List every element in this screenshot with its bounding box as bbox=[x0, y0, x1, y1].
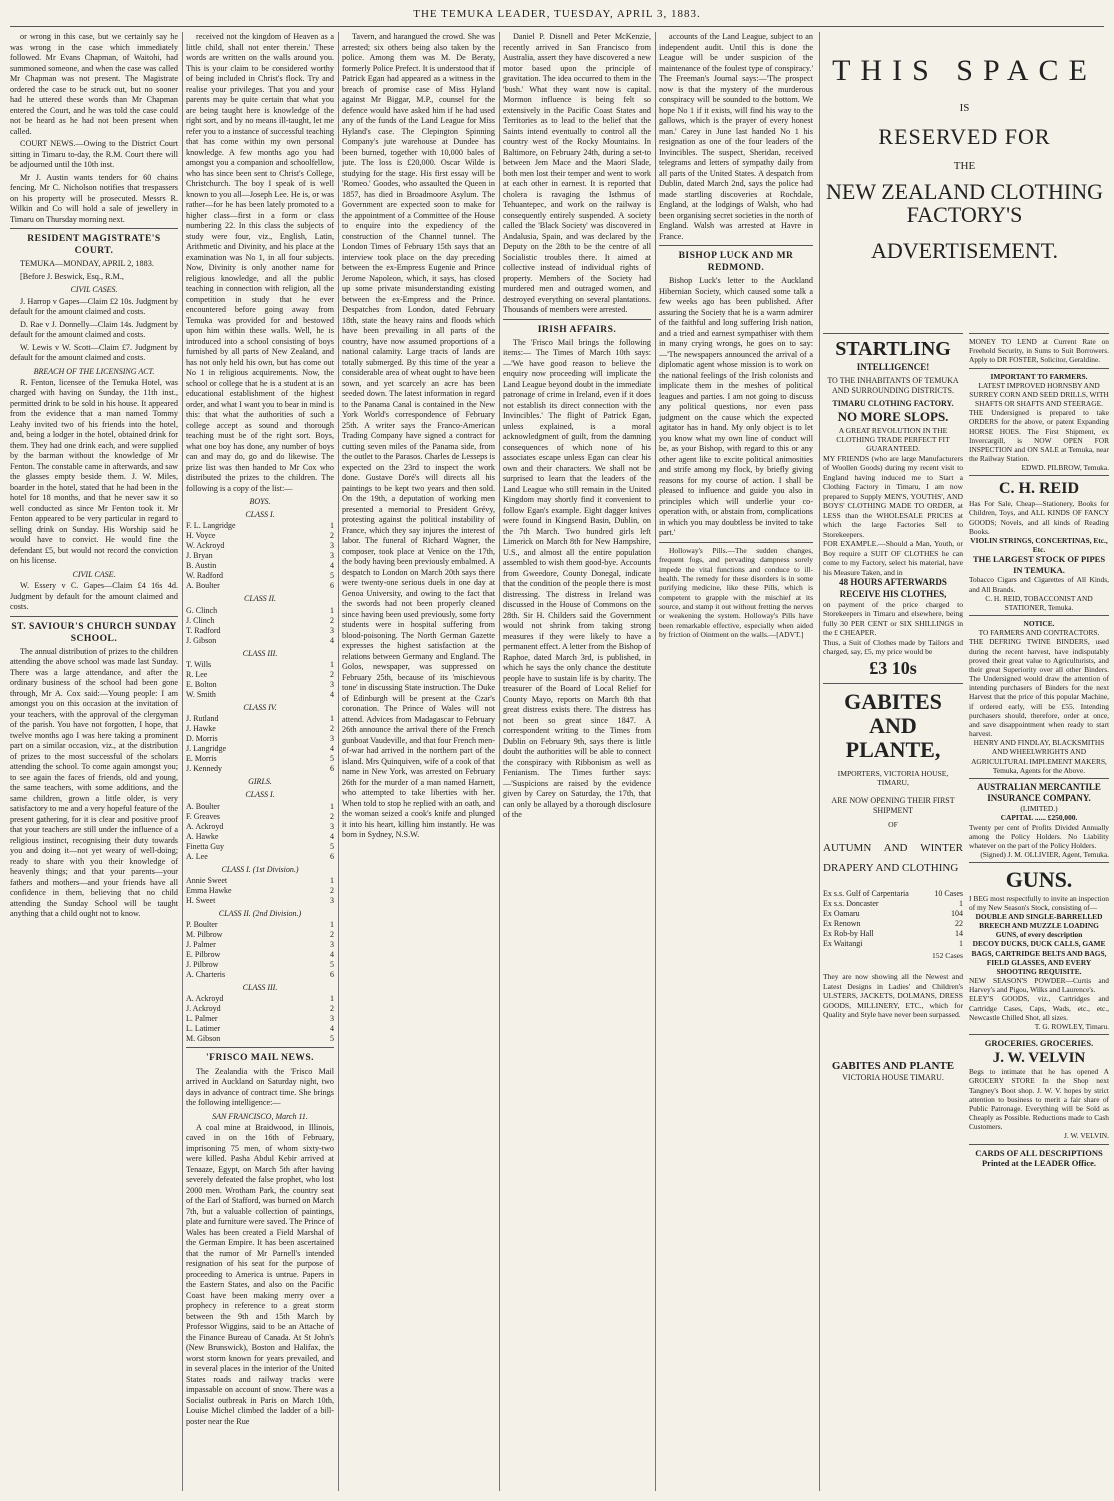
list-row-value: 1 bbox=[330, 659, 334, 669]
list-row bbox=[186, 950, 334, 960]
advert-text: I BEG most respectfully to invite an inspection of my New Season's Stock, consisting of— bbox=[969, 893, 1109, 912]
advert-text: Twenty per cent of Profits Divided Annually among the Policy Holders. No Liability whatever on the part of the Policy Holders. bbox=[969, 822, 1109, 850]
case-text: W. Essery v C. Gapes—Claim £4 16s 4d. Judgment by default for the amount claimed and costs. bbox=[10, 581, 178, 612]
list-row-name: Emma Hawke bbox=[186, 885, 232, 895]
list-row-value: 4 bbox=[330, 744, 334, 754]
list-row-name: M. Gibson bbox=[186, 1034, 221, 1044]
advert-headline: GABITES AND PLANTE bbox=[831, 1059, 955, 1072]
section-heading: 'FRISCO MAIL NEWS. bbox=[206, 1053, 314, 1064]
prize-list bbox=[186, 660, 334, 700]
advert-headline: C. H. REID bbox=[998, 480, 1079, 498]
prize-list bbox=[186, 606, 334, 646]
advert-text: CARDS OF ALL DESCRIPTIONS Printed at the LEADER Office. bbox=[975, 1147, 1103, 1169]
list-row-value: 3 bbox=[330, 541, 334, 551]
list-row-value: 2 bbox=[330, 1004, 334, 1014]
list-row-value: 4 bbox=[330, 1024, 334, 1034]
list-row-value: 5 bbox=[330, 1034, 334, 1044]
list-row-name: H. Sweet bbox=[186, 895, 216, 905]
list-row-value: 1 bbox=[330, 521, 334, 531]
list-row-value: 2 bbox=[330, 885, 334, 895]
list-row bbox=[186, 714, 334, 724]
advert-text: They are now showing all the Newest and Latest Designs in Ladies' and Children's ULSTERS, JACKETS, DOLMANS, DRESS GOODS, MILLINERY, ETC., which for Quality and Style have never been surpassed. bbox=[823, 972, 963, 1020]
advert-text: MONEY TO LEND at Current Rate on Freehold Security, in Sums to Suit Borrowers. Apply to DR FOSTER, Solicitor, Geraldine. bbox=[969, 337, 1109, 365]
list-row-name: W. Ackroyd bbox=[186, 541, 225, 551]
advert-text: VICTORIA HOUSE TIMARU. bbox=[842, 1073, 944, 1083]
prize-list bbox=[186, 920, 334, 980]
list-row-name: B. Austin bbox=[186, 561, 217, 571]
advert-headline: THIS SPACE bbox=[832, 54, 1097, 87]
advert-text: C. H. REID, TOBACCONIST AND STATIONER, Temuka. bbox=[985, 593, 1093, 612]
list-row-value: 4 bbox=[330, 689, 334, 699]
article-text: TEMUKA—MONDAY, APRIL 2, 1883. bbox=[20, 259, 154, 269]
advert-text: DOUBLE AND SINGLE-BARRELLED BREECH AND MUZZLE LOADING GUNS, of every description bbox=[975, 911, 1103, 940]
list-row-name: J. Ackroyd bbox=[186, 1004, 221, 1014]
list-row-value: 104 bbox=[951, 908, 963, 918]
list-row-value: 4 bbox=[330, 635, 334, 645]
list-row-name: T. Radford bbox=[186, 625, 221, 635]
divider bbox=[503, 319, 651, 320]
list-row bbox=[186, 940, 334, 950]
list-row-value: 1 bbox=[330, 714, 334, 724]
list-row bbox=[186, 802, 334, 812]
list-row bbox=[186, 670, 334, 680]
list-row-value: 1 bbox=[330, 605, 334, 615]
advert-text: ELEY'S GOODS, viz., Cartridges and Cartridge Cases, Caps, Wads, etc., etc., Newcastle Chilled Shot, all sizes. bbox=[969, 994, 1109, 1022]
list-row-value: 6 bbox=[330, 970, 334, 980]
list-row bbox=[186, 616, 334, 626]
section-heading: ST. SAVIOUR'S CHURCH SUNDAY SCHOOL. bbox=[11, 621, 177, 644]
advert-headline: GROCERIES. GROCERIES. bbox=[984, 1038, 1094, 1049]
list-row bbox=[186, 822, 334, 832]
list-row-name: A. Ackroyd bbox=[186, 821, 224, 831]
advert-price: £3 10s bbox=[869, 657, 917, 675]
divider bbox=[969, 1034, 1109, 1035]
list-row bbox=[823, 919, 963, 929]
list-row bbox=[823, 909, 963, 919]
subheading: GIRLS. bbox=[248, 777, 272, 787]
list-row-name: E. Bolton bbox=[186, 679, 217, 689]
list-row-value: 3 bbox=[330, 821, 334, 831]
list-row-value: 1 bbox=[959, 938, 963, 948]
advert-text: LATEST IMPROVED HORNSBY AND SURREY CORN AND SEED DRILLS, WITH SHAFTS OR SHAFTS AND STEERAGE. bbox=[969, 380, 1109, 409]
column-5 bbox=[659, 32, 813, 1489]
advert-text: HENRY AND FINDLAY, BLACKSMITHS AND WHEELWRIGHTS AND AGRICULTURAL IMPLEMENT MAKERS, Temuka, Agents for the Above. bbox=[971, 738, 1107, 775]
list-row-value: 3 bbox=[330, 625, 334, 635]
prize-list bbox=[186, 876, 334, 906]
advert-headline: IMPORTANT TO FARMERS. bbox=[990, 371, 1088, 381]
advert-text: IMPORTERS, VICTORIA HOUSE, TIMARU, bbox=[837, 768, 949, 788]
list-row-value: 3 bbox=[330, 1014, 334, 1024]
list-row bbox=[186, 541, 334, 551]
list-row-value: 1 bbox=[330, 801, 334, 811]
list-row-name: Ex Oamaru bbox=[823, 908, 860, 918]
list-row bbox=[823, 929, 963, 939]
advert-text: CAPITAL ...... £250,000. bbox=[1000, 813, 1078, 823]
list-row-value: 4 bbox=[330, 561, 334, 571]
list-row-value: 1 bbox=[330, 875, 334, 885]
list-row bbox=[186, 626, 334, 636]
article-text: Mr J. Austin wants tenders for 60 chains fencing. Mr C. Nicholson notifies that trespassers on his property will be prosecuted. Messrs R. Wilkin and Co will hold a sale of jewellery in Timaru on Thursday morning next. bbox=[10, 172, 178, 224]
list-row-value: 3 bbox=[330, 734, 334, 744]
list-row-value: 6 bbox=[330, 581, 334, 591]
article-text: Tavern, and harangued the crowd. She was arrested; six others being also taken by the police. Among them was M. De Beraty, formerly Police Prefect. It is understood that if Patrick Egan had appeared as a witness in the breach of promise case of Miss Hyland against Mr Biggar, M.P., counsel for the defence would have asked him if he had used any of the funds of the Land League for Miss Hyland's case. The Clepington Spinning Company's jute warehouse at Dundee has been burned, together with 10,000 bales of jute. The loss is £20,000. Oscar Wilde is studying for the stage. His first essay will be 'Romeo.' Goodes, who assaulted the Queen in 1857, has died in Broadmoore Asylum. The Government are expected soon to make for the appointment of a Committee of the House to enquire into the expediency of the construction of the Channel tunnel. The London Times of February 15th says that an interview took place on the day preceding between the ex-Empress Eugenie and Prince Jerome Napoleon, which, it says, has closed up some private misunderstanding existing between the ex-Empress and the Prince. Despatches from London, dated February 18th, state the heavy rains and floods which have been prevailing in all parts of the country, have now assumed proportions of a national calamity. Large tracts of lands are totally submerged. By this time of the year a considerable area of wheat ought to have been sown, and yet scarcely an acre has been seeded down. The latest information in regard to the Panama Canal is contained in the New York World's correspondence of February 25th. A writer says the Franco-American Trading Company have signed a contract for cutting seven miles of the Panama side, from the outlet to the Parasos. Charles de Lesseps is expected on the 23rd to inspect the work done. Gustave Doré's will directs all his paintings to be kept two years and then sold. On the 19th, a deputation of working men presented a memorial to President Grévy, protesting against the political instability of France, which they say injures the interest of labor. The funeral of Richard Wagner, the composer, took place at Venice on the 17th, the body having been previously embalmed. A despatch to London on March 20th says there were twenty-one serious duels in one day at Genoa University, and owing to the fact that the swords had not been properly cleaned since having been used previously, some forty students were in hospital suffering from blood-poisoning. The North German Gazette expresses the highest satisfaction at the relations between Germany and England. The Golos, newspaper, was suppressed on February 25th, because of its 'mischievous tone' in discussing State instruction. The Duke of Edinburgh will be present at the Czar's coronation. The Prince of Wales will not attend. Advices from Madagascar to February 26th announce the arrival there of the French gunboat Vaudeville, and that four French men-of-war had arrived in the northern part of the island. Mrs Quinquiven, wife of a cook of that name in New York, was arrested on February 26th for the murder of a man named Harnett, who attempted to take liberties with her. When told to stop he replied with an oath, and the woman seized a cook's knife and plunged it into his heart, killing him instantly. He was born in Sydney, N.S.W. bbox=[342, 32, 495, 839]
subheading: CLASS I. bbox=[245, 790, 275, 800]
prize-list bbox=[186, 521, 334, 591]
list-row-name: T. Wills bbox=[186, 659, 212, 669]
list-row bbox=[186, 920, 334, 930]
advert-text: Thus, a Suit of Clothes made by Tailors and charged, say, £5, my price would be bbox=[823, 637, 963, 657]
list-row-name: A. Hawke bbox=[186, 831, 219, 841]
advert-text: THE LARGEST STOCK OF PIPES IN TEMUKA. bbox=[972, 554, 1106, 575]
list-row-name: Ex s.s. Gulf of Carpentaria bbox=[823, 888, 909, 898]
column-4 bbox=[503, 32, 651, 1489]
article-text: A coal mine at Braidwood, in Illinois, caved in on the 16th of February, imprisoning 75 men, of whom sixty-two were killed. Pasha Abdul Kebir arrived at Tenaaze, Egypt, on March 5th after having severely defeated the false prophet, who lost 2000 men. Wrotham Park, the country seat of the Earl of Stafford, was burned on March 7th, but a valuable collection of paintings, plate and furniture were saved. The Prince of Wales has been created a Field Marshal of the German Empire. It has been ascertained that the rumor of Mr Parnell's intended resignation of his seat for the purpose of proceeding to America is untrue. Papers in the Eastern States, and also on the Pacific Coast have been making merry over a prophecy in reference to a great storm between the 9th and 15th March by Professor Wiggins, said to be an Attache of the Finance Bureau of Canada. At St John's (New Brunswick), Boston and Halifax, the worst storm known for years prevailed, and in several places in the interior of the United States roads and railway tracks were impassable on account of snow. There was a Socialist outbreak in Paris on March 10th, Louise Michel climbed the ladder of a bill-poster near the Rue bbox=[186, 1122, 334, 1426]
header-rule bbox=[10, 26, 1104, 27]
divider bbox=[969, 333, 1109, 334]
advert-text: MY FRIENDS (who are large Manufacturers of Woollen Goods) during my recent visit to England having induced me to Start a Clothing Factory in Timaru, I am now prepared to Supply MEN'S, YOUTHS', AND BOYS' CLOTHING MADE TO ORDER, at LESS than the WHOLESALE PRICES at which the large Factories Sell to Storekeepers. bbox=[823, 453, 963, 539]
list-row bbox=[186, 581, 334, 591]
list-row-name: A. Boulter bbox=[186, 801, 220, 811]
list-row-name: E. Pilbrow bbox=[186, 950, 221, 960]
list-row-value: 2 bbox=[330, 811, 334, 821]
list-row-name: R. Lee bbox=[186, 669, 208, 679]
article-text: or wrong in this case, but we certainly say he was wrong in the case which immediately followed. Mr Evans Chapman, of Waitohi, had summoned someone, and when the case was called Mr Chapman was not present. The Magistrate ordered the case to be struck out, but no sooner had he uttered these words than Mr Chapman entered the Court, and he was told the case could not be heard as he had not been present when called. bbox=[10, 32, 178, 136]
list-row-name: J. Palmer bbox=[186, 940, 216, 950]
list-row-name: H. Voyce bbox=[186, 531, 216, 541]
advert-text: TO THE INHABITANTS OF TEMUKA AND SURROUNDING DISTRICTS. bbox=[827, 376, 959, 396]
list-row-value: 2 bbox=[330, 531, 334, 541]
list-row-name: J. Rutland bbox=[186, 714, 219, 724]
column-1 bbox=[10, 32, 178, 1489]
list-row bbox=[186, 832, 334, 842]
list-row-name: Ex Waitangi bbox=[823, 938, 863, 948]
subheading: CLASS I. (1st Division.) bbox=[221, 864, 299, 874]
list-row-name: P. Boulter bbox=[186, 920, 218, 930]
list-row-value: 3 bbox=[330, 940, 334, 950]
advert-headline: GABITES AND PLANTE, bbox=[844, 689, 942, 763]
list-row bbox=[186, 1034, 334, 1044]
divider bbox=[823, 333, 963, 334]
advert-text: DECOY DUCKS, DUCK CALLS, GAME BAGS, CARTRIDGE BELTS AND BAGS, FIELD GLASSES, AND EVERY SHOOTING REQUISITE. bbox=[971, 939, 1107, 976]
article-text: The annual distribution of prizes to the children attending the above school was made last Sunday. There was a large attendance, and after the ordinary business of the school had been gone through, Mr A. Cox said:—Young people: I am amongst you on this occasion at the invitation of your teachers, with the approval of the clergyman of the parish. You have not forgotten, I hope, that twelve months ago I was here taking a prominent part on a similar occasion, viz., at the distribution of prizes to the most successful of the scholars attending the school. To come again amongst you; to see again the faces of friends, old and young, the same teachers, with some additions, and the same children, grown a little older, is very satisfactory to me and a very hopeful feature of the present gathering, for it is clear and positive proof that your teachers are still under the influence of a religious instinct, recognising their duty towards you and doing it—not yet weary of well-doing; ready to share with you their knowledge of heavenly things; and that your parents—your fathers and mothers—and your friends have all confidence in them, believing that no child attending the Sunday School will be taught anything that a child ought not to know. bbox=[10, 646, 178, 919]
divider bbox=[186, 1047, 334, 1048]
advert-text: FOR EXAMPLE.—Should a Man, Youth, or Boy require a SUIT OF CLOTHES he can come to my Factory, select his material, have his Measure Taken, and in bbox=[823, 539, 963, 577]
list-row bbox=[186, 876, 334, 886]
list-row bbox=[186, 571, 334, 581]
article-text: COURT NEWS.—Owing to the District Court sitting in Timaru to-day, the R.M. Court there will be adjourned until the 10th inst. bbox=[10, 139, 178, 169]
subheading: CLASS II. bbox=[244, 594, 276, 604]
advert-headline: ADVERTISEMENT. bbox=[870, 238, 1059, 264]
subheading: CIVIL CASE. bbox=[72, 569, 116, 579]
advert-text: J. W. VELVIN. bbox=[1064, 1131, 1109, 1141]
advert-headline: NO MORE SLOPS. bbox=[837, 409, 949, 425]
list-row bbox=[186, 551, 334, 561]
list-row bbox=[186, 724, 334, 734]
article-text: The Zealandia with the 'Frisco Mail arrived in Auckland on Saturday night, two days in advance of contract time. She brings the following intelligence:— bbox=[186, 1066, 334, 1107]
list-row bbox=[186, 842, 334, 852]
divider bbox=[969, 862, 1109, 863]
list-row bbox=[186, 896, 334, 906]
advert-text: A GREAT REVOLUTION IN THE CLOTHING TRADE PERFECT FIT GUARANTEED. bbox=[836, 425, 950, 454]
advert-text: THE Undersigned is prepared to take ORDERS for the above, or patent Expanding HORSE HOES. The First Shipment, ex Invercargill, is NOW OPEN FOR INSPECTION and ON SALE at Temuka, near the Railway Station. bbox=[969, 408, 1109, 464]
reserved-space-advert bbox=[823, 32, 1106, 327]
list-row-name: Finetta Guy bbox=[186, 841, 224, 851]
column-divider bbox=[655, 32, 656, 1491]
list-row-value: 4 bbox=[330, 950, 334, 960]
list-row bbox=[186, 754, 334, 764]
list-row bbox=[823, 899, 963, 909]
list-row bbox=[186, 764, 334, 774]
advert-text: Has For Sale, Cheap—Stationery, Books for Children, Toys, and ALL KINDS OF FANCY GOODS; Novels, and all kinds of Reading Books. bbox=[969, 499, 1109, 536]
list-row-name: Ex s.s. Doncaster bbox=[823, 898, 879, 908]
advert-text: T. G. ROWLEY, Timaru. bbox=[1034, 1021, 1109, 1031]
column-divider bbox=[338, 32, 339, 1491]
list-row bbox=[186, 660, 334, 670]
list-row-name: F. L. Langridge bbox=[186, 521, 236, 531]
advert-text: Tobacco Cigars and Cigarettes of All Kinds, and All Brands. bbox=[969, 575, 1109, 594]
shipment-total: 152 Cases bbox=[931, 950, 963, 960]
article-text: received not the kingdom of Heaven as a little child, shall not enter therein.' These words are written on the walls around you. This is your claim to be considered worthy of being included in Christ's flock. Try and realise your privileges. That you and your parents may be quite certain that what you are being taught here is knowledge of the right sort, and by no means ill-taught, let me refer you to a instance of successful teaching that has come within my own personal knowledge. A few months ago you had amongst you a companion and schoolfellow, who has since been sent to Christ's College, Christchurch. The boy I speak of is well known to you all—Joseph Lee. He is, or was rather—for he has been lately promoted to a higher class—first in a form or class numbering 22. In this class the subjects of study were four, viz., English, Latin, Arithmetic and Divinity, and his place at the examination was No 1, in all four subjects. Now, Divinity is only another name for religious knowledge, and all the public teaching in connection with religion, all the competition in study that he ever encountered before going away from Temuka was provided for and bestowed upon him within these walls. Well, he is introduced into a school consisting of boys furnished by all parts of New Zealand, and has not only held his own, but has come out No 1 in religious acquirements. Now, the school or college that he is a student at is an educational establishment of the highest order, and what I want you to bear in mind is this: that what the authorities of such a college accept as sound and thorough teaching must be of the right sort. Boys, what one boy has done, any number of boys can and may do, go and do likewise. The prize list was then handed to Mr Cox who distributed the prizes to the children. The following is a copy of the list:— bbox=[186, 32, 334, 493]
divider bbox=[10, 616, 178, 617]
prize-list bbox=[186, 714, 334, 774]
column-divider bbox=[819, 32, 820, 1491]
subheading: CIVIL CASES. bbox=[70, 285, 118, 295]
list-row-name: F. Greaves bbox=[186, 811, 221, 821]
list-row-value: 3 bbox=[330, 551, 334, 561]
list-row-value: 1 bbox=[959, 898, 963, 908]
list-row-name: L. Palmer bbox=[186, 1014, 218, 1024]
section-heading: BISHOP LUCK AND MR REDMOND. bbox=[678, 251, 794, 274]
list-row bbox=[186, 561, 334, 571]
list-row-name: J. Langridge bbox=[186, 744, 226, 754]
article-text: accounts of the Land League, subject to an independent audit. Until this is done the League will be under suspicion of the maintenance of the foulest type of conspiracy.' The Freeman's Journal says:—'The prospect now is that the mystery of the murderous conspiracy will be sounded to the bottom. We hope No 1 if it exists, will find his way to the gallows, which is the prayer of every honest man.' Carey in June last handed No 1 his resignation as one of the four leaders of the Invincibles. The suspect, Sheridan, received telegrams and letters of sympathy daily from all parts of the United States. A despatch from Dublin, dated March 2nd, says the police had made startling discoveries at Rochdale, England, at the lodgings of Walsh, who had been organising secret societies in the north of England. Walsh was arrested at Havre in France. bbox=[659, 32, 813, 241]
list-row-value: 4 bbox=[330, 831, 334, 841]
list-row-name: A. Ackroyd bbox=[186, 994, 224, 1004]
list-row-name: W. Smith bbox=[186, 689, 216, 699]
list-row-value: 1 bbox=[330, 994, 334, 1004]
list-row bbox=[186, 636, 334, 646]
shipment-list bbox=[823, 889, 963, 949]
advert-headline: AUSTRALIAN MERCANTILE INSURANCE COMPANY. bbox=[977, 781, 1101, 804]
article-text: Bishop Luck's letter to the Auckland Hibernian Society, which caused some talk a few weeks ago has been published. After assuring the Society that he is a warm admirer of the faithful and long suffering Irish nation, and a tried and earnest sympathiser with them in many crying wrongs, he goes on to say:—'The newspapers announced the arrival of a diplomatic agent whose mission is to work on the national feelings of the Irish colonists and implicate them in the meshes of political leagues and parties. I am not going to discuss any political questions, nor even pass judgment on the cause which the expected agitator has in hand. My only object is to let you know what my own line of conduct will be, as your Bishop, with regard to this or any other agent like to excite political animosities and strife among my flock, by briefly giving reasons for my course of action. I shall be pleased to influence and guide you also in principles which will underlie your co-operation with, or abstain from, complications in which you may doubtless be invited to take part.' bbox=[659, 276, 813, 538]
subheading: BOYS. bbox=[249, 497, 271, 506]
list-row bbox=[186, 852, 334, 862]
list-row bbox=[186, 960, 334, 970]
advert-text: VIOLIN STRINGS, CONCERTINAS, Etc., Etc. bbox=[970, 535, 1108, 555]
list-row-name: J. Bryan bbox=[186, 551, 213, 561]
list-row-name: J. Clinch bbox=[186, 615, 215, 625]
list-row-name: J. Gibson bbox=[186, 635, 217, 645]
divider bbox=[969, 368, 1109, 369]
list-row-value: 3 bbox=[330, 895, 334, 905]
list-row bbox=[823, 939, 963, 949]
gabites-plante-advert bbox=[823, 680, 963, 1420]
list-row-value: 14 bbox=[955, 928, 963, 938]
clothing-factory-advert bbox=[823, 330, 963, 675]
article-text: Daniel P. Disnell and Peter McKenzie, recently arrived in San Francisco from Australia, assert they have discovered a new motor based upon the principle of gravitation. The idea occurred to them in the 'bush.' What they want now is capital. Mormon influence is being felt so extensively in the Pacific Coast States and Territories as to lead to the belief that the Saints intend eventually to control all the country west of the Rocky Mountains. In Baltimore, on February 24th, during a set-to between Jem Mace and the Maori Slade, both men lost their temper and went to work at each other in earnest. It is reported that cholera is ravaging the Isthmus of Tehuantepec, and work on the railway is consequently entirely suspended. A society called the 'Black Society' was discovered in Andalusia, Spain, and was declared by the Deputy on the 28th to be the centre of all Socialistic troubles there. It aimed at collective instead of individual rights of property. Members of the Society had murdered men and outraged women, and destroyed everything on several plantations. Thousands of members were arrested. bbox=[503, 32, 651, 314]
advert-headline: NOTICE. bbox=[1023, 619, 1055, 629]
list-row bbox=[186, 521, 334, 531]
advert-text: TO FARMERS AND CONTRACTORS. bbox=[978, 628, 1100, 638]
list-row bbox=[186, 1024, 334, 1034]
list-row bbox=[186, 531, 334, 541]
list-row bbox=[186, 886, 334, 896]
list-row-name: A. Boulter bbox=[186, 581, 220, 591]
advert-headline: AUTUMN AND WINTER DRAPERY AND CLOTHING bbox=[823, 842, 963, 874]
list-row-value: 1 bbox=[330, 920, 334, 930]
list-row-name: Ex Rob-by Hall bbox=[823, 928, 874, 938]
list-row-name: Ex Renown bbox=[823, 918, 861, 928]
list-row bbox=[186, 690, 334, 700]
advert-headline: NEW ZEALAND CLOTHING bbox=[826, 179, 1103, 204]
small-adverts-column bbox=[969, 330, 1109, 1490]
advert-headline: RESERVED FOR bbox=[878, 124, 1051, 149]
advert-text: THE DEFRING TWINE BINDERS, used during the recent harvest, have indisputably proved their great value to Agriculturists, and their great Superiority over all other Binders. The Undersigned would draw the attention of intending purchasers of Binders for the next Harvest that the price of this popular Machine, if ordered early, will be £55. Intending purchasers should, therefore, order at once, and save disappointment when ready to start harvest. bbox=[969, 637, 1109, 739]
list-row bbox=[186, 680, 334, 690]
divider bbox=[969, 1144, 1109, 1145]
subheading: CLASS I. bbox=[245, 510, 275, 520]
list-row-value: 10 Cases bbox=[934, 888, 963, 898]
list-row bbox=[186, 1004, 334, 1014]
advert-headline: FACTORY'S bbox=[906, 202, 1023, 228]
column-divider bbox=[182, 32, 183, 1491]
list-row bbox=[186, 744, 334, 754]
list-row bbox=[186, 734, 334, 744]
advert-text: 48 HOURS AFTERWARDS RECEIVE HIS CLOTHES, bbox=[839, 577, 947, 599]
subheading: BREACH OF THE LICENSING ACT. bbox=[33, 366, 155, 376]
advert-text: (LIMITED.) bbox=[1020, 804, 1058, 814]
list-row-name: Annie Sweet bbox=[186, 875, 228, 885]
advert-text: IS bbox=[959, 102, 970, 114]
list-row-value: 5 bbox=[330, 571, 334, 581]
list-row-name: A. Charteris bbox=[186, 970, 226, 980]
list-row-value: 2 bbox=[330, 615, 334, 625]
divider bbox=[823, 683, 963, 684]
subheading: CLASS III. bbox=[242, 648, 278, 658]
list-row-value: 22 bbox=[955, 918, 963, 928]
list-row-name: W. Radford bbox=[186, 571, 224, 581]
list-row-value: 2 bbox=[330, 724, 334, 734]
list-row-name: E. Morris bbox=[186, 754, 217, 764]
article-text: R. Fenton, licensee of the Temuka Hotel, was charged with having on Sunday, the 11th inst., permitted drink to be sold in his house. It appeared from the evidence that a man named Tommy Leahy invited two of his friends into the hotel, and, being a lodger in the hotel, obtained drink for them. They had one drink each, and were supplied by the barman without the knowledge of Mr Fenton. The constable came in afterwards, and saw the glasses empty beside them. J. W. Miles, boarder in the hotel, stated that he had been in the hotel for 18 months, and that he never saw it so well conducted as since Mr Fenton took it. Mr Fenton appeared to be very particular in regard to selling drink on Sunday. His Worship said he would have to convict. He would fine the defendant £5, but would not record the conviction on his license. bbox=[10, 377, 178, 566]
divider bbox=[969, 778, 1109, 779]
list-row bbox=[186, 994, 334, 1004]
column-3 bbox=[342, 32, 495, 1489]
advert-text: THE bbox=[953, 160, 976, 172]
advert-headline: STARTLING bbox=[835, 338, 951, 360]
case-text: W. Lewis v W. Scott—Claim £7. Judgment by default for the amount claimed and costs. bbox=[10, 342, 178, 363]
masthead-line: THE TEMUKA LEADER, TUESDAY, APRIL 3, 1883. bbox=[413, 8, 701, 20]
subheading: CLASS IV. bbox=[243, 702, 277, 712]
subheading: CLASS III. bbox=[242, 983, 278, 993]
divider bbox=[659, 542, 813, 543]
advert-text: INTELLIGENCE! bbox=[856, 362, 930, 372]
list-row-value: 5 bbox=[330, 754, 334, 764]
column-divider bbox=[499, 32, 500, 1491]
article-text: The 'Frisco Mail brings the following items:— The Times of March 10th says:—'We have good reason to believe the enquiry now proceeding will implicate the Land League beyond doubt in the immediate patronage of crime in Ireland, even if it does not establish its direct connection with the Invincibles.' The flight of Patrick Egan, unless explained, is a moral acknowledgment of guilt, from the damning consequences of which none of his associates escape unless Egan can clear his own and their characters. We shall not be surprised to learn that the leaders of the Land League who still remain in the United Kingdom may shortly find it convenient to follow Egan's example. Eight dagger knives were found in Kingsend Basin, Dublin, on the 7th March. Two hundred girls left Limerick on March 8th for New Hampshire, U.S., and almost all the entire population assembled to wish them good-bye. Accounts from Gweedore, County Donegal, indicate that the condition of the people there is most distressing. The distress in Ireland was discussed in the House of Commons on the 28th. Sir H. Childers said the Government would not shrink from taking strong measures if they were likely to have a permanent effect. A letter from the Bishop of Raphoe, dated March 3rd, is published, in which he says the only chance the destitute people have to sustain life is by charity. The treasurer of the Board of Local Relief for County Mayo, reports on March 8th that great distress exists there. The distress has not been so great since 1847. A correspondent writing to the Times from Dublin on February 9th, says there is little doubt the authorities will be able to connect the conspiracy with Ribbonism as well as Fenianism. The Times further says:—'Suspicions are raised by the evidence given by Carey on Saturday, the 17th, that can only be allayed by a thorough disclosure of the bbox=[503, 337, 651, 820]
list-row-value: 2 bbox=[330, 930, 334, 940]
list-row bbox=[186, 1014, 334, 1024]
advert-headline: J. W. VELVIN bbox=[992, 1049, 1086, 1066]
list-row-name: A. Lee bbox=[186, 851, 208, 861]
list-row-value: 2 bbox=[330, 669, 334, 679]
divider bbox=[659, 245, 813, 246]
list-row bbox=[823, 889, 963, 899]
advert-text: OF bbox=[888, 819, 898, 829]
advert-text: on payment of the price charged to Storekeepers in Timaru and elsewhere, being fully 30 PER CENT or SIX SHILLINGS in the £ CHEAPER. bbox=[823, 599, 963, 638]
list-row bbox=[186, 970, 334, 980]
list-row-name: J. Kennedy bbox=[186, 764, 222, 774]
list-row-value: 6 bbox=[330, 851, 334, 861]
list-row bbox=[186, 812, 334, 822]
divider bbox=[969, 615, 1109, 616]
list-row-name: J. Hawke bbox=[186, 724, 216, 734]
section-heading: IRISH AFFAIRS. bbox=[537, 324, 617, 335]
prize-list bbox=[186, 802, 334, 862]
list-row-name: L. Latimer bbox=[186, 1024, 221, 1034]
case-text: D. Rae v J. Donnelly—Claim 14s. Judgment by default for the amount claimed and costs. bbox=[10, 319, 178, 340]
list-row-value: 5 bbox=[330, 960, 334, 970]
prize-list bbox=[186, 994, 334, 1044]
list-row-name: J. Pilbrow bbox=[186, 960, 219, 970]
list-row-name: M. Pilbrow bbox=[186, 930, 223, 940]
list-row bbox=[186, 606, 334, 616]
list-row-value: 6 bbox=[330, 764, 334, 774]
subheading: SAN FRANCISCO, March 11. bbox=[212, 1111, 308, 1121]
list-row bbox=[186, 930, 334, 940]
case-text: J. Harrop v Gapes—Claim £2 10s. Judgment by default for the amount claimed and costs. bbox=[10, 296, 178, 317]
advert-headline: GUNS. bbox=[1005, 867, 1073, 893]
advert-text: EDWD. PILBROW, Temuka. bbox=[1021, 463, 1109, 473]
column-2 bbox=[186, 32, 334, 1489]
advert-text: Begs to intimate that he has opened A GROCERY STORE In the Shop next Tangney's Boot shop. J. W. V. hopes by strict attention to business to merit a fair share of Public Patronage. Everything will be Sold as Cheaply as Possible. Reductions made to Cash Customers. bbox=[969, 1067, 1109, 1132]
divider bbox=[969, 475, 1109, 476]
advert-text: TIMARU CLOTHING FACTORY. bbox=[832, 399, 954, 409]
list-row-name: G. Clinch bbox=[186, 605, 218, 615]
subheading: CLASS II. (2nd Division.) bbox=[218, 908, 302, 918]
list-row-value: 5 bbox=[330, 841, 334, 851]
advert-text: (Signed) J. M. OLLIVIER, Agent, Temuka. bbox=[980, 850, 1109, 860]
list-row-value: 3 bbox=[330, 679, 334, 689]
advert-text: NEW SEASON'S POWDER—Curtis and Harvey's and Pigou, Wilks and Laurence's. bbox=[969, 976, 1109, 995]
list-row-name: D. Morris bbox=[186, 734, 218, 744]
article-text: [Before J. Beswick, Esq., R.M., bbox=[20, 271, 124, 281]
section-heading: RESIDENT MAGISTRATE'S COURT. bbox=[27, 234, 161, 257]
advert-text: ARE NOW OPENING THEIR FIRST SHIPMENT bbox=[831, 795, 955, 815]
advert-text: Holloway's Pills.—The sudden changes, frequent fogs, and pervading dampness sorely impede the vital functions and conduce to ill-health. The remedy for these disorders is in some purifying medicine, like these Pills, which is competent to grapple with the mischief at its source, and stamp it out without fretting the nerves or weakening the system. Holloway's Pills have been remarkable effective, especially when aided by friction of Ointment on the walls.—[ADVT.] bbox=[659, 545, 813, 640]
divider bbox=[10, 228, 178, 229]
